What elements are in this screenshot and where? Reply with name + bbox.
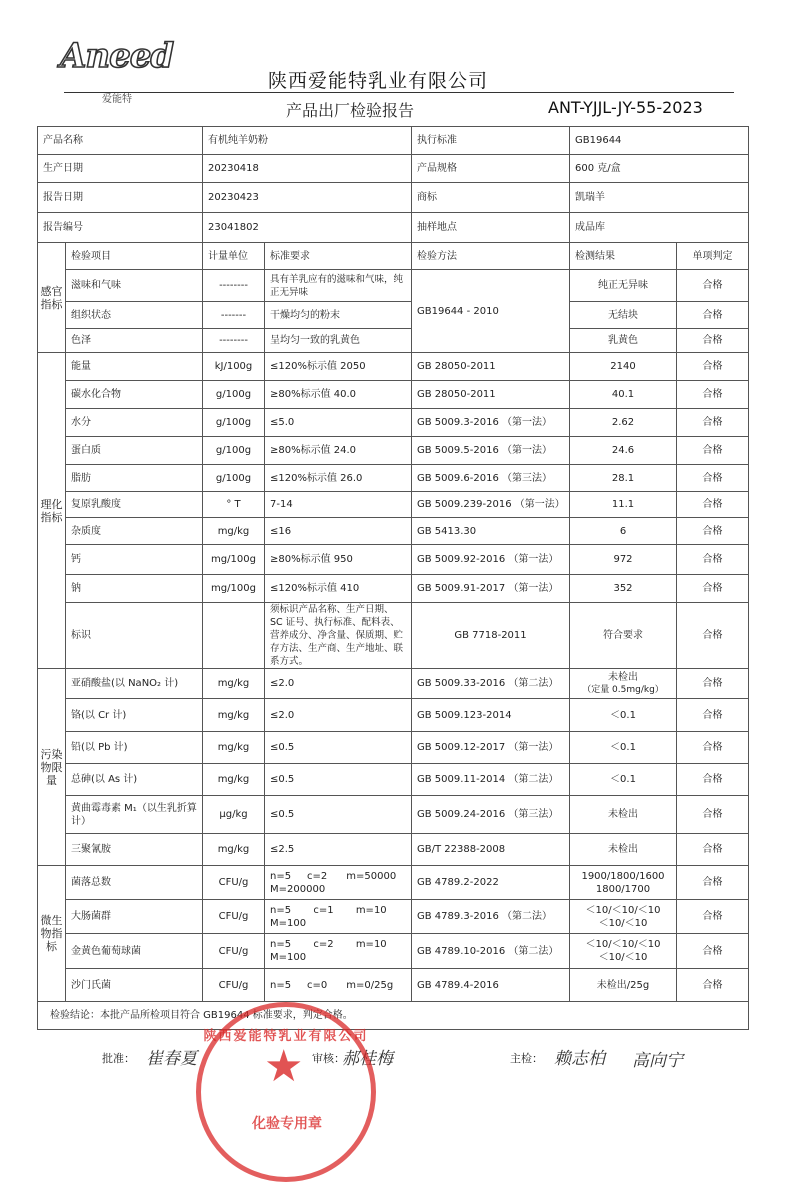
cell-judge: 合格 <box>677 465 749 492</box>
info-label: 产品名称 <box>38 127 203 155</box>
conclusion-row <box>38 1002 749 1030</box>
cell-req: 7-14 <box>265 492 412 518</box>
cell-result: 纯正无异味 <box>570 270 677 302</box>
cell-req: 呈均匀一致的乳黄色 <box>265 329 412 353</box>
cell-unit: mg/kg <box>203 518 265 545</box>
col-header-item: 检验项目 <box>66 243 203 270</box>
cell-req: ≤120%标示值 2050 <box>265 353 412 381</box>
cell-result: ＜0.1 <box>570 699 677 732</box>
cell-judge: 合格 <box>677 934 749 969</box>
cell-req: ≤5.0 <box>265 409 412 437</box>
cell-result: 2140 <box>570 353 677 381</box>
result-line: （定量 0.5mg/kg） <box>582 684 664 695</box>
cell-result: 28.1 <box>570 465 677 492</box>
cell-item: 菌落总数 <box>66 866 203 900</box>
company-logo <box>60 30 175 110</box>
cell-unit: g/100g <box>203 409 265 437</box>
cell-result: 未检出 <box>570 834 677 866</box>
chief-signature-1: 赖志柏 <box>554 1049 605 1069</box>
cell-judge: 合格 <box>677 492 749 518</box>
cell-req: ≤0.5 <box>265 764 412 796</box>
column-header-row <box>38 243 749 270</box>
seal-star-icon: ★ <box>264 1041 304 1092</box>
cell-method: GB 28050-2011 <box>412 381 570 409</box>
cell-result <box>570 866 677 900</box>
info-value: GB19644 <box>570 127 749 155</box>
cell-req: ≤0.5 <box>265 796 412 834</box>
cell-req: ≤120%标示值 410 <box>265 575 412 603</box>
chief-label: 主检： <box>510 1052 543 1065</box>
review-label: 审核： <box>312 1052 345 1065</box>
cell-item: 蛋白质 <box>66 437 203 465</box>
cell-judge: 合格 <box>677 329 749 353</box>
cell-method: GB19644 - 2010 <box>412 270 570 353</box>
cell-unit: g/100g <box>203 437 265 465</box>
cell-unit: CFU/g <box>203 900 265 934</box>
cell-item: 大肠菌群 <box>66 900 203 934</box>
cell-result: 6 <box>570 518 677 545</box>
cell-judge: 合格 <box>677 381 749 409</box>
cell-req: n=5 c=0 m=0/25g <box>265 969 412 1002</box>
cell-method: GB 5009.3-2016 （第一法） <box>412 409 570 437</box>
cell-judge: 合格 <box>677 575 749 603</box>
approve-signature: 崔春夏 <box>146 1049 197 1069</box>
result-line: ＜10/＜10 <box>598 917 648 929</box>
info-label: 报告日期 <box>38 183 203 213</box>
table-row <box>38 866 749 900</box>
cell-judge: 合格 <box>677 518 749 545</box>
cell-item: 杂质度 <box>66 518 203 545</box>
cell-item: 水分 <box>66 409 203 437</box>
result-line: ＜10/＜10/＜10 <box>585 939 661 950</box>
cell-method: GB 5009.33-2016 （第二法） <box>412 669 570 699</box>
info-value: 成品库 <box>570 213 749 243</box>
header-divider <box>64 92 734 93</box>
col-header-result: 检测结果 <box>570 243 677 270</box>
cell-unit: ------- <box>203 302 265 329</box>
cell-item: 色泽 <box>66 329 203 353</box>
group-label-contam: 污染物限量 <box>38 669 66 866</box>
cell-item: 标识 <box>66 603 203 669</box>
cell-req: ≤2.5 <box>265 834 412 866</box>
cell-item: 脂肪 <box>66 465 203 492</box>
conclusion: 检验结论：本批产品所检项目符合 GB19644 标准要求，判定合格。 <box>38 1002 749 1030</box>
info-row <box>38 127 749 155</box>
table-row <box>38 764 749 796</box>
inspection-table <box>37 126 749 1030</box>
req-line: M=100 <box>270 917 307 929</box>
cell-judge: 合格 <box>677 969 749 1002</box>
cell-req: ≥80%标示值 950 <box>265 545 412 575</box>
table-row <box>38 545 749 575</box>
table-row <box>38 669 749 699</box>
seal-sub-text: 化验专用章 <box>252 1116 322 1132</box>
cell-item: 金黄色葡萄球菌 <box>66 934 203 969</box>
cell-unit: kJ/100g <box>203 353 265 381</box>
table-row <box>38 518 749 545</box>
cell-judge: 合格 <box>677 834 749 866</box>
col-header-judge: 单项判定 <box>677 243 749 270</box>
report-title: 产品出厂检验报告 <box>286 101 415 120</box>
table-row <box>38 603 749 669</box>
cell-judge: 合格 <box>677 732 749 764</box>
cell-req: 干燥均匀的粉末 <box>265 302 412 329</box>
table-row <box>38 437 749 465</box>
cell-item: 黄曲霉毒素 M₁（以生乳折算计） <box>66 796 203 834</box>
info-label: 商标 <box>412 183 570 213</box>
info-label: 抽样地点 <box>412 213 570 243</box>
cell-req <box>265 866 412 900</box>
info-value: 20230423 <box>203 183 412 213</box>
info-row <box>38 213 749 243</box>
cell-method: GB 4789.3-2016 （第二法） <box>412 900 570 934</box>
cell-judge: 合格 <box>677 437 749 465</box>
info-value: 凯瑞羊 <box>570 183 749 213</box>
table-row <box>38 270 749 302</box>
cell-result: 352 <box>570 575 677 603</box>
cell-judge: 合格 <box>677 900 749 934</box>
cell-result: 乳黄色 <box>570 329 677 353</box>
cell-item: 亚硝酸盐(以 NaNO₂ 计) <box>66 669 203 699</box>
cell-item: 钙 <box>66 545 203 575</box>
cell-item: 总砷(以 As 计) <box>66 764 203 796</box>
cell-judge: 合格 <box>677 764 749 796</box>
cell-unit: mg/100g <box>203 575 265 603</box>
cell-result: 40.1 <box>570 381 677 409</box>
cell-judge: 合格 <box>677 699 749 732</box>
cell-method: GB 5009.11-2014 （第二法） <box>412 764 570 796</box>
cell-method: GB 4789.10-2016 （第二法） <box>412 934 570 969</box>
cell-result <box>570 900 677 934</box>
req-line: n=5 c=2 m=50000 <box>270 870 397 882</box>
report-number: ANT-YJJL-JY-55-2023 <box>548 98 703 117</box>
cell-item: 铅(以 Pb 计) <box>66 732 203 764</box>
cell-req <box>265 900 412 934</box>
cell-method: GB 4789.2-2022 <box>412 866 570 900</box>
cell-method: GB 5009.24-2016 （第三法） <box>412 796 570 834</box>
col-header-method: 检验方法 <box>412 243 570 270</box>
group-label-physchem: 理化指标 <box>38 353 66 669</box>
cell-req: ≥80%标示值 24.0 <box>265 437 412 465</box>
table-row <box>38 796 749 834</box>
table-row <box>38 465 749 492</box>
info-value: 20230418 <box>203 155 412 183</box>
cell-method: GB 7718-2011 <box>412 603 570 669</box>
cell-judge: 合格 <box>677 545 749 575</box>
cell-unit: mg/kg <box>203 699 265 732</box>
cell-req: 具有羊乳应有的滋味和气味，纯正无异味 <box>265 270 412 302</box>
cell-req: ≤2.0 <box>265 699 412 732</box>
info-label: 报告编号 <box>38 213 203 243</box>
cell-judge: 合格 <box>677 866 749 900</box>
cell-unit: mg/kg <box>203 669 265 699</box>
cell-item: 复原乳酸度 <box>66 492 203 518</box>
cell-method: GB/T 22388-2008 <box>412 834 570 866</box>
table-row <box>38 969 749 1002</box>
table-row <box>38 934 749 969</box>
cell-method: GB 5009.91-2017 （第一法） <box>412 575 570 603</box>
cell-method: GB 4789.4-2016 <box>412 969 570 1002</box>
table-row <box>38 329 749 353</box>
table-row <box>38 409 749 437</box>
seal-company-text: 陕西爱能特乳业有限公司 <box>203 1029 369 1044</box>
cell-method: GB 28050-2011 <box>412 353 570 381</box>
cell-item: 钠 <box>66 575 203 603</box>
review-signature: 郝桂梅 <box>342 1049 393 1069</box>
result-line: ＜10/＜10/＜10 <box>585 904 661 916</box>
table-row <box>38 699 749 732</box>
table-row <box>38 732 749 764</box>
result-line: 未检出 <box>608 671 638 683</box>
cell-method: GB 5009.92-2016 （第一法） <box>412 545 570 575</box>
info-label: 执行标准 <box>412 127 570 155</box>
info-row <box>38 183 749 213</box>
cell-unit: mg/kg <box>203 732 265 764</box>
table-row <box>38 834 749 866</box>
cell-result: 无结块 <box>570 302 677 329</box>
cell-result <box>570 934 677 969</box>
cell-item: 组织状态 <box>66 302 203 329</box>
cell-unit: -------- <box>203 329 265 353</box>
cell-result: ＜0.1 <box>570 732 677 764</box>
cell-unit: mg/kg <box>203 764 265 796</box>
info-label: 产品规格 <box>412 155 570 183</box>
table-row <box>38 900 749 934</box>
table-row <box>38 302 749 329</box>
cell-result <box>570 669 677 699</box>
cell-result: 24.6 <box>570 437 677 465</box>
approve-label: 批准： <box>102 1052 135 1065</box>
table-row <box>38 353 749 381</box>
cell-item: 三聚氰胺 <box>66 834 203 866</box>
cell-result: 2.62 <box>570 409 677 437</box>
cell-item: 沙门氏菌 <box>66 969 203 1002</box>
cell-req: 须标识产品名称、生产日期、SC 证号、执行标准、配料表、营养成分、净含量、保质期、贮存方法、生产商、生产地址、联系方式。 <box>265 603 412 669</box>
cell-result: 11.1 <box>570 492 677 518</box>
cell-method: GB 5009.123-2014 <box>412 699 570 732</box>
col-header-req: 标准要求 <box>265 243 412 270</box>
cell-unit: CFU/g <box>203 866 265 900</box>
cell-req: ≤120%标示值 26.0 <box>265 465 412 492</box>
info-row <box>38 155 749 183</box>
cell-judge: 合格 <box>677 302 749 329</box>
req-line: n=5 c=2 m=10 <box>270 939 387 950</box>
req-line: M=200000 <box>270 883 326 895</box>
cell-unit: -------- <box>203 270 265 302</box>
chief-signature-2: 高向宁 <box>632 1051 683 1071</box>
cell-judge: 合格 <box>677 353 749 381</box>
group-label-sensory: 感官指标 <box>38 243 66 353</box>
result-line: 1900/1800/1600 <box>581 870 665 882</box>
table-row <box>38 492 749 518</box>
cell-unit: g/100g <box>203 381 265 409</box>
cell-judge: 合格 <box>677 603 749 669</box>
info-value: 23041802 <box>203 213 412 243</box>
info-label: 生产日期 <box>38 155 203 183</box>
cell-unit: CFU/g <box>203 934 265 969</box>
req-line: n=5 c=1 m=10 <box>270 904 387 916</box>
cell-req: ≥80%标示值 40.0 <box>265 381 412 409</box>
cell-req: ≤2.0 <box>265 669 412 699</box>
cell-req: ≤0.5 <box>265 732 412 764</box>
cell-judge: 合格 <box>677 796 749 834</box>
cell-item: 碳水化合物 <box>66 381 203 409</box>
cell-method: GB 5009.6-2016 （第三法） <box>412 465 570 492</box>
cell-judge: 合格 <box>677 409 749 437</box>
cell-req <box>265 934 412 969</box>
cell-item: 滋味和气味 <box>66 270 203 302</box>
info-value: 600 克/盒 <box>570 155 749 183</box>
table-row <box>38 575 749 603</box>
cell-req: ≤16 <box>265 518 412 545</box>
cell-unit: CFU/g <box>203 969 265 1002</box>
cell-item: 铬(以 Cr 计) <box>66 699 203 732</box>
logo-wordmark: Aneed <box>60 36 174 76</box>
result-line: 1800/1700 <box>595 883 651 895</box>
cell-method: GB 5009.239-2016 （第一法） <box>412 492 570 518</box>
cell-result: 符合要求 <box>570 603 677 669</box>
cell-item: 能量 <box>66 353 203 381</box>
cell-unit: μg/kg <box>203 796 265 834</box>
cell-judge: 合格 <box>677 669 749 699</box>
req-line: M=100 <box>270 952 307 963</box>
cell-method: GB 5009.12-2017 （第一法） <box>412 732 570 764</box>
inspection-seal <box>196 1002 376 1182</box>
group-label-micro: 微生物指标 <box>38 866 66 1002</box>
cell-unit <box>203 603 265 669</box>
cell-result: 972 <box>570 545 677 575</box>
cell-result: 未检出 <box>570 796 677 834</box>
logo-subtitle: 爱能特 <box>102 94 132 105</box>
cell-method: GB 5413.30 <box>412 518 570 545</box>
company-name: 陕西爱能特乳业有限公司 <box>268 70 489 92</box>
cell-unit: mg/kg <box>203 834 265 866</box>
table-row <box>38 381 749 409</box>
cell-unit: mg/100g <box>203 545 265 575</box>
info-value: 有机纯羊奶粉 <box>203 127 412 155</box>
cell-unit: g/100g <box>203 465 265 492</box>
cell-unit: ° T <box>203 492 265 518</box>
cell-method: GB 5009.5-2016 （第一法） <box>412 437 570 465</box>
cell-result: ＜0.1 <box>570 764 677 796</box>
cell-judge: 合格 <box>677 270 749 302</box>
cell-result: 未检出/25g <box>570 969 677 1002</box>
result-line: ＜10/＜10 <box>598 952 648 963</box>
col-header-unit: 计量单位 <box>203 243 265 270</box>
